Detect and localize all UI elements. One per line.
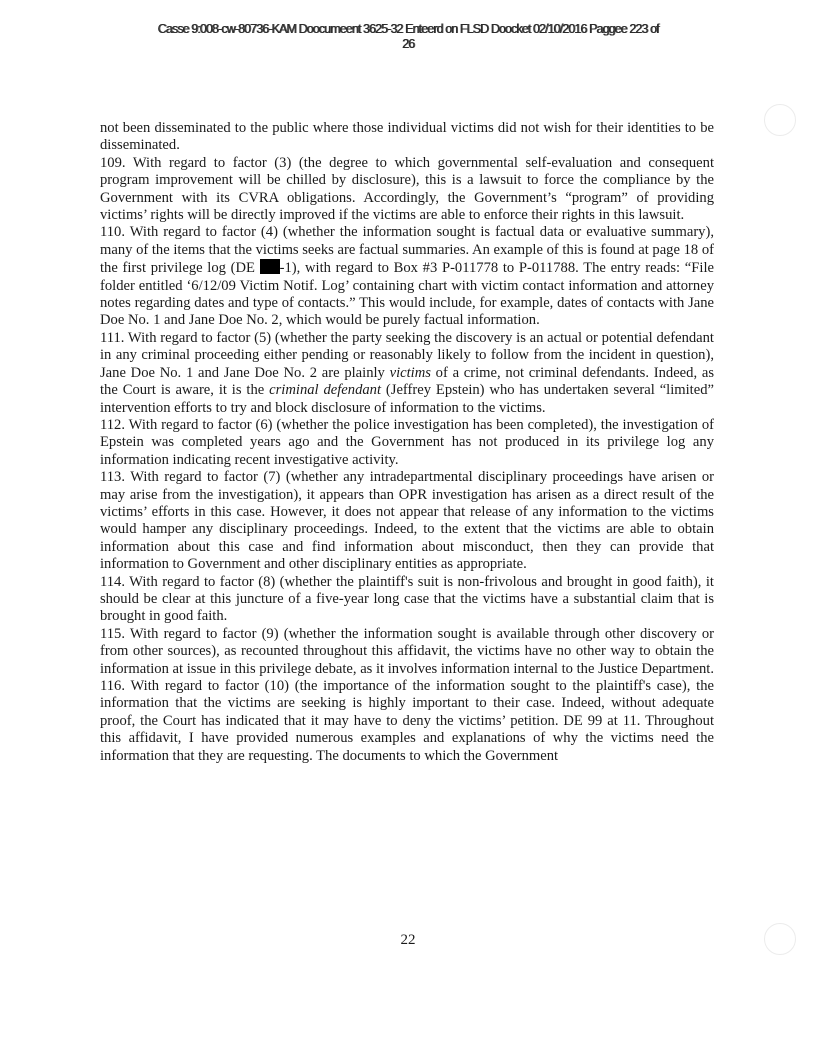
paragraph-text: 114. With regard to factor (8) (whether the plaintiff's suit is non-frivolous and brought in good faith), it should be clear at this juncture of a five-year long case that the victims have a substantial claim that is brought in good faith.: [100, 573, 714, 625]
court-filing-header: [0, 22, 816, 52]
paragraph-text: 113. With regard to factor (7) (whether any intradepartmental disciplinary proceedings have arisen or may arise from the investigation), it appears than OPR investigation has arisen as a direct result of the victims’ efforts in this case. However, it does not appear that release of any information to the victims would hamper any disciplinary proceedings. Indeed, to the extent that the victims are able to obtain information about this case and find information about misconduct, then they can provide that information to Government and other disciplinary entities as appropriate.: [100, 469, 714, 573]
paragraph: [100, 330, 714, 417]
paragraph-text: 109. With regard to factor (3) (the degree to which governmental self-evaluation and consequent program improvement will be chilled by disclosure), this is a lawsuit to force the compliance by the Government with its CVRA obligations. Accordingly, the Government’s “program” of providing victims’ rights will be directly improved if the victims are able to enforce their rights in this lawsuit.: [100, 154, 714, 224]
emphasized-text: criminal defendant: [269, 382, 382, 399]
paragraph-text: 112. With regard to factor (6) (whether the police investigation has been completed), the investigation of Epstein was completed years ago and the Government has not produced in its privilege log any information indicating recent investigative activity.: [100, 416, 714, 468]
paragraph-text: -1), with regard to Box #3 P-011778 to P-011788. The entry reads: “File folder entitled ‘6/12/09 Victim Notif. Log’ containing chart with victim contact information and attorney notes regarding dates and type of contacts.” This would include, for example, dates of contacts with Jane Doe No. 1 and Jane Doe No. 2, which would be purely factual information.: [100, 260, 714, 329]
paragraph-text: 111. With regard to factor (5) (whether the party seeking the discovery is an actual or potential defendant in any criminal proceeding either pending or reasonably likely to follow from the incident in question), Jane Doe No. 1 and Jane Doe No. 2 are plainly: [100, 329, 714, 381]
paragraph-text: (Jeffrey Epstein) who has undertaken several “limited” intervention efforts to try and block disclosure of information to the victims.: [100, 382, 714, 416]
paragraph: [100, 155, 714, 225]
paragraph-text: 116. With regard to factor (10) (the importance of the information sought to the plaintiff's case), the information that the victims are seeking is highly important to their case. Indeed, without adequate proof, the Court has indicated that it may have to deny the victims’ petition. DE 99 at 11. Throughout this affidavit, I have provided numerous examples and explanations of why the victims need the information that they are requesting. The documents to which the Government: [100, 678, 714, 764]
header-line-1: Casse 9:008-cw-80736-KAM Doocumeent 3625-32 Enteerd on FLSD Doocket 02/10/2016 Paggee 223 of: [157, 22, 659, 36]
document-body: [100, 120, 714, 765]
redaction-block: [260, 259, 280, 274]
page-number: 22: [400, 932, 416, 948]
paragraph: [100, 626, 714, 678]
paragraph: [100, 120, 714, 155]
punch-hole-top: [764, 104, 796, 136]
paragraph-text: not been disseminated to the public where those individual victims did not wish for their identities to be disseminated.: [100, 120, 714, 154]
paragraph: [100, 417, 714, 469]
paragraph: [100, 574, 714, 626]
header-line-2: 26: [401, 37, 415, 51]
paragraph-text: 110. With regard to factor (4) (whether the information sought is factual data or evaluative summary), many of the items that the victims seeks are factual summaries. An example of this is found at page 18 of the first privilege log (DE: [100, 224, 714, 277]
paragraph: [100, 678, 714, 765]
paragraph: [100, 224, 714, 329]
paragraph-text: 115. With regard to factor (9) (whether the information sought is available through other discovery or from other sources), as recounted throughout this affidavit, the victims have no other way to obtain the information at issue in this privilege debate, as it involves information internal to the Justice Department.: [100, 625, 715, 677]
punch-hole-bottom: [764, 923, 796, 955]
paragraph-text: of a crime, not criminal defendants. Indeed, as the Court is aware, it is the: [100, 364, 714, 399]
paragraph: [100, 469, 714, 573]
emphasized-text: victims: [389, 364, 431, 381]
